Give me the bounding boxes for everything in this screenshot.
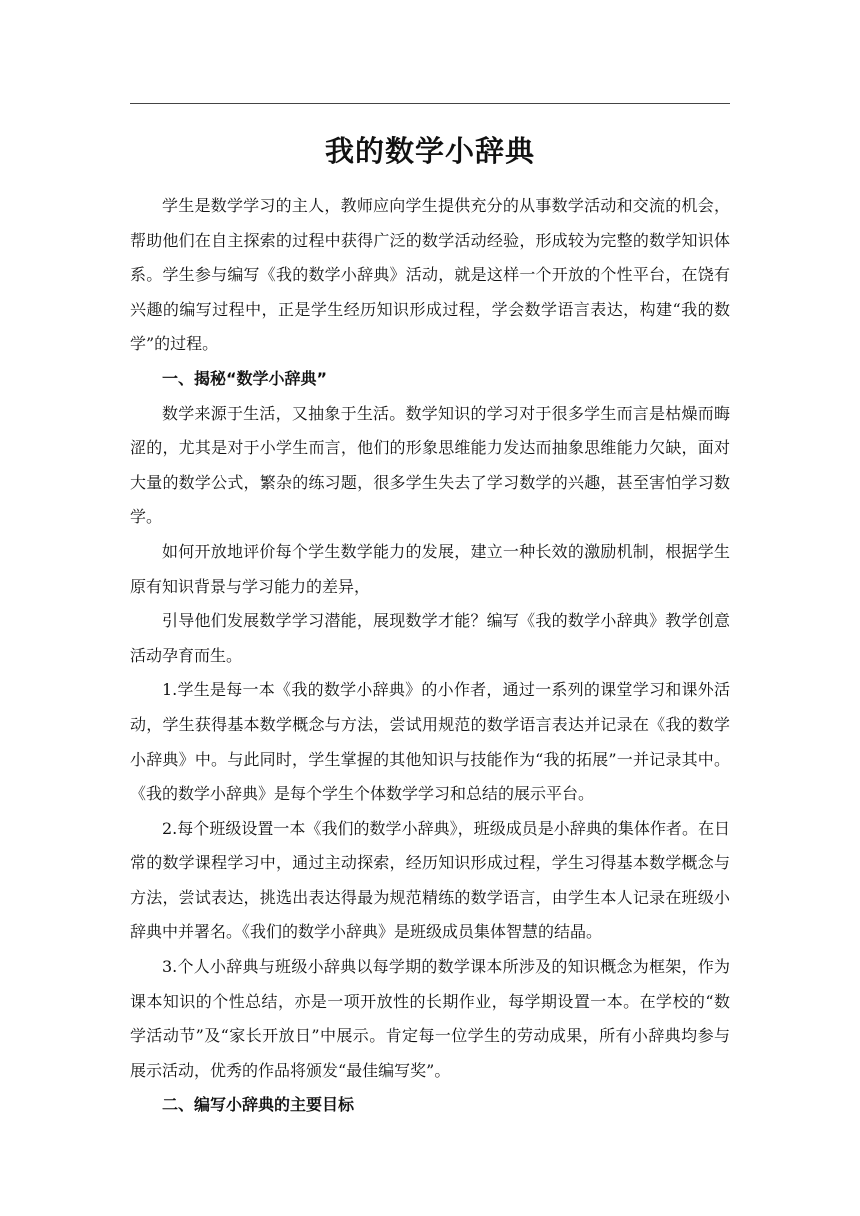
document-title: 我的数学小辞典 (324, 134, 535, 168)
paragraph-item-1: 1.学生是每一本《我的数学小辞典》的小作者，通过一系列的课堂学习和课外活动，学生获得基本数学概念与方法，尝试用规范的数学语言表达并记录在《我的数学小辞典》中。与此同时，学生掌握的其他知识与技能作为“我的拓展”一并记录其中。《我的数学小辞典》是每个学生个体数学学习和总结的展示平台。 (130, 680, 730, 804)
paragraph-evaluation: 如何开放地评价每个学生数学能力的发展，建立一种长效的激励机制，根据学生原有知识背景与学习能力的差异， (130, 541, 730, 596)
paragraph-guidance: 引导他们发展数学学习潜能，展现数学才能？编写《我的数学小辞典》教学创意活动孕育而生。 (130, 611, 730, 665)
document-body (130, 189, 730, 1123)
paragraph-origin: 数学来源于生活，又抽象于生活。数学知识的学习对于很多学生而言是枯燥而晦涩的，尤其是对于小学生而言，他们的形象思维能力发达而抽象思维能力欠缺，面对大量的数学公式，繁杂的练习题，很多学生失去了学习数学的兴趣，甚至害怕学习数学。 (130, 403, 730, 527)
paragraph-intro: 学生是数学学习的主人，教师应向学生提供充分的从事数学活动和交流的机会，帮助他们在自主探索的过程中获得广泛的数学活动经验，形成较为完整的数学知识体系。学生参与编写《我的数学小辞典》活动，就是这样一个开放的个性平台，在饶有兴趣的编写过程中，正是学生经历知识形成过程，学会数学语言表达，构建“我的数学”的过程。 (130, 196, 730, 354)
paragraph-item-3: 3.个人小辞典与班级小辞典以每学期的数学课本所涉及的知识概念为框架，作为课本知识的个性总结，亦是一项开放性的长期作业，每学期设置一本。在学校的“数学活动节”及“家长开放日”中展示。肯定每一位学生的劳动成果，所有小辞典均参与展示活动，优秀的作品将颁发“最佳编写奖”。 (130, 957, 730, 1080)
section-heading-1: 一、揭秘“数学小辞典” (162, 368, 328, 388)
header-rule (130, 103, 730, 104)
paragraph-item-2: 2.每个班级设置一本《我们的数学小辞典》，班级成员是小辞典的集体作者。在日常的数学课程学习中，通过主动探索，经历知识形成过程，学生习得基本数学概念与方法，尝试表达，挑选出表达得最为规范精练的数学语言，由学生本人记录在班级小辞典中并署名。《我们的数学小辞典》是班级成员集体智慧的结晶。 (130, 818, 730, 942)
section-heading-2: 二、编写小辞典的主要目标 (162, 1095, 355, 1115)
